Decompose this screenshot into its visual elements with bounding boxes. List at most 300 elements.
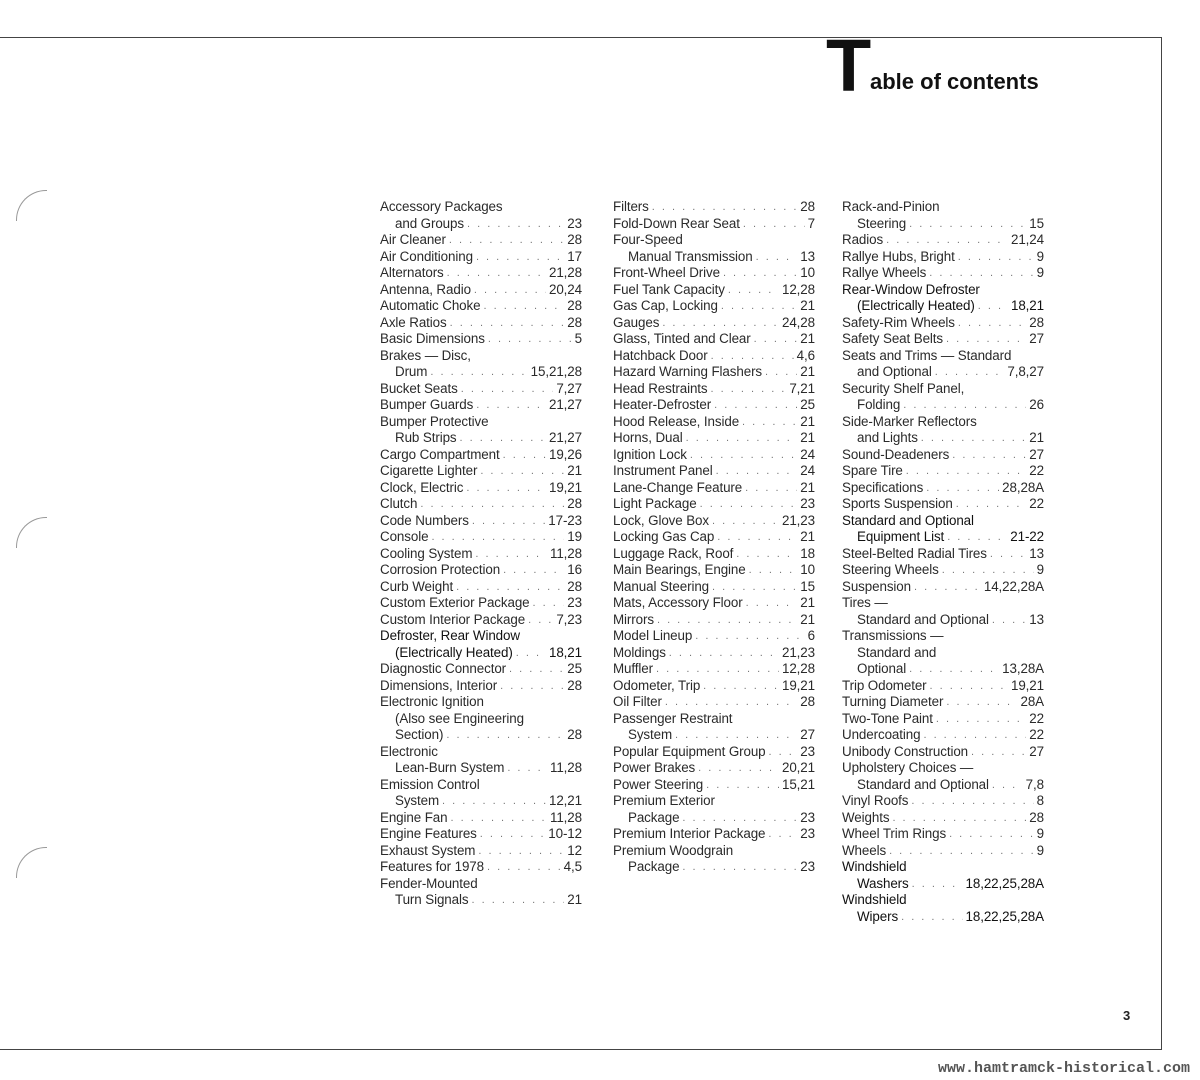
index-entry: [842, 331, 1044, 348]
index-entry-page: 18,22,25,28A: [965, 908, 1044, 924]
leader-dots: [723, 265, 797, 282]
index-entry-page: 8: [1036, 793, 1044, 808]
index-entry: [380, 414, 582, 431]
index-entry-text: Filters: [613, 199, 649, 214]
leader-dots: [698, 760, 779, 777]
index-entry-text: Suspension: [842, 578, 911, 594]
index-entry: [842, 843, 1044, 860]
index-entry-text: Hatchback Door: [613, 347, 708, 363]
index-entry-text: Bumper Protective: [380, 413, 489, 429]
index-entry-text: Gauges: [613, 314, 660, 330]
index-entry-text: Cooling System: [380, 545, 473, 561]
index-entry-text: Bumper Guards: [380, 397, 474, 412]
index-entry: [613, 711, 815, 728]
index-entry-text: Power Steering: [613, 776, 704, 792]
index-entry-page: 21: [800, 331, 815, 346]
index-entry: [613, 397, 815, 414]
index-entry: [380, 562, 582, 579]
index-entry-text: Security Shelf Panel,: [842, 380, 965, 396]
index-entry-text: Ignition Lock: [613, 446, 687, 462]
leader-dots: [769, 744, 798, 761]
index-entry: [613, 546, 815, 563]
index-entry-page: 21: [800, 298, 815, 313]
index-column-2: [613, 199, 815, 876]
index-entry-text: Automatic Choke: [380, 298, 481, 313]
index-entry-page: 10-12: [548, 826, 582, 841]
index-entry-text: Engine Features: [380, 826, 477, 841]
index-entry-page: 15,21,28: [530, 364, 582, 379]
index-entry: [842, 414, 1044, 431]
leader-dots: [958, 315, 1026, 332]
index-entry-text: Electronic Ignition: [380, 694, 484, 709]
leader-dots: [446, 727, 564, 744]
index-entry-page: 21,27: [548, 397, 582, 412]
index-entry-page: 4,5: [563, 859, 582, 874]
index-entry-page: 10: [800, 265, 815, 280]
leader-dots: [906, 463, 1027, 480]
index-entry-text: Tires —: [842, 595, 888, 610]
leader-dots: [909, 216, 1026, 233]
index-entry-page: 9: [1036, 265, 1044, 280]
leader-dots: [456, 579, 564, 596]
index-entry-text: Exhaust System: [380, 842, 476, 858]
leader-dots: [990, 546, 1026, 563]
index-entry-text: Hood Release, Inside: [613, 413, 740, 429]
watermark-url: www.hamtramck-historical.com: [937, 1060, 1190, 1077]
index-entry: [380, 645, 582, 662]
index-entry-text: Electronic: [380, 743, 438, 759]
index-entry: [380, 447, 582, 464]
index-entry: [842, 298, 1044, 315]
leader-dots: [466, 480, 546, 497]
index-entry: [380, 282, 582, 299]
index-entry-text: Diagnostic Connector: [380, 661, 507, 676]
index-entry-text: Optional: [857, 661, 907, 676]
index-entry-text: Drum: [395, 364, 428, 379]
index-entry-text: Manual Steering: [613, 578, 710, 594]
index-entry: [613, 612, 815, 629]
index-entry-page: 28: [567, 314, 582, 330]
index-entry-text: Undercoating: [842, 727, 921, 742]
index-entry-page: 28: [800, 694, 815, 709]
index-entry-page: 13: [1029, 611, 1044, 627]
index-entry: [842, 645, 1044, 662]
index-entry-text: Clutch: [380, 496, 418, 511]
index-entry-page: 28: [567, 727, 582, 742]
index-entry-page: 15: [800, 578, 815, 594]
index-entry-text: (Electrically Heated): [857, 298, 975, 313]
leader-dots: [949, 826, 1034, 843]
index-entry-page: 28: [1029, 314, 1044, 330]
index-entry-text: Standard and Optional: [842, 512, 974, 528]
leader-dots: [914, 579, 981, 596]
index-entry-text: Equipment List: [857, 529, 945, 544]
index-entry: [842, 793, 1044, 810]
leader-dots: [509, 661, 564, 678]
index-entry-page: 11,28: [549, 809, 582, 825]
index-entry: [380, 793, 582, 810]
index-entry-page: 26: [1029, 397, 1044, 412]
index-entry-page: 28,28A: [1002, 479, 1044, 495]
index-entry-text: Safety Seat Belts: [842, 331, 944, 346]
leader-dots: [886, 232, 1008, 249]
leader-dots: [528, 612, 553, 629]
index-entry-page: 21: [567, 892, 582, 907]
index-entry: [842, 529, 1044, 546]
leader-dots: [488, 331, 572, 348]
index-entry-text: Package: [628, 859, 680, 874]
leader-dots: [656, 661, 779, 678]
leader-dots: [971, 744, 1026, 761]
index-entry-text: Package: [628, 809, 680, 825]
index-entry-page: 27: [1029, 743, 1044, 759]
leader-dots: [923, 727, 1026, 744]
index-entry-page: 21: [567, 463, 582, 478]
index-entry: [842, 694, 1044, 711]
index-entry: [842, 678, 1044, 695]
index-entry-page: 21: [800, 595, 815, 610]
index-entry-page: 12,28: [781, 281, 815, 297]
index-entry: [842, 744, 1044, 761]
index-entry-text: Axle Ratios: [380, 314, 447, 330]
index-entry-page: 21: [800, 611, 815, 627]
index-entry-page: 13,28A: [1002, 661, 1044, 676]
index-entry-page: 7: [807, 215, 815, 231]
leader-dots: [706, 777, 779, 794]
index-entry-text: Turning Diameter: [842, 694, 944, 709]
leader-dots: [768, 826, 797, 843]
index-entry-page: 24: [800, 463, 815, 478]
index-entry: [380, 892, 582, 909]
index-entry: [613, 628, 815, 645]
leader-dots: [451, 810, 547, 827]
index-entry-page: 21,24: [1010, 232, 1044, 247]
index-entry-text: Folding: [857, 397, 901, 412]
index-entry: [613, 595, 815, 612]
index-entry-text: Defroster, Rear Window: [380, 628, 520, 643]
index-entry: [380, 760, 582, 777]
leader-dots: [909, 661, 999, 678]
index-column-1: [380, 199, 582, 909]
index-entry: [842, 216, 1044, 233]
index-entry: [613, 859, 815, 876]
index-entry: [842, 760, 1044, 777]
leader-dots: [471, 892, 564, 909]
index-entry-text: Hazard Warning Flashers: [613, 364, 763, 379]
index-entry-page: 28A: [1020, 694, 1044, 709]
index-entry: [613, 298, 815, 315]
index-entry: [380, 397, 582, 414]
index-entry: [842, 661, 1044, 678]
index-entry-page: 9: [1036, 248, 1044, 264]
index-entry-text: Standard and Optional: [857, 611, 989, 627]
index-entry-page: 15: [1029, 215, 1044, 231]
index-entry-page: 12: [567, 842, 582, 858]
index-entry: [380, 579, 582, 596]
index-entry: [380, 529, 582, 546]
index-entry: [613, 694, 815, 711]
index-entry-text: Fold-Down Rear Seat: [613, 215, 740, 231]
index-entry: [613, 793, 815, 810]
index-entry: [380, 876, 582, 893]
index-entry: [380, 628, 582, 645]
index-entry-page: 7,23: [556, 611, 582, 627]
leader-dots: [992, 777, 1023, 794]
index-entry-text: Curb Weight: [380, 578, 454, 594]
index-entry: [842, 859, 1044, 876]
index-entry-page: 18,21: [548, 644, 582, 660]
index-entry-page: 22: [1029, 496, 1044, 511]
leader-dots: [743, 216, 805, 233]
leader-dots: [652, 199, 798, 216]
index-entry-text: (Also see Engineering: [395, 710, 524, 726]
leader-dots: [476, 249, 564, 266]
index-entry-page: 21-22: [1010, 529, 1044, 544]
index-entry: [613, 727, 815, 744]
index-entry: [613, 315, 815, 332]
index-entry-text: Premium Interior Package: [613, 826, 766, 841]
index-entry-page: 21,23: [781, 644, 815, 660]
index-entry: [842, 397, 1044, 414]
index-entry-page: 23: [800, 809, 815, 825]
index-entry-text: System: [395, 793, 440, 808]
leader-dots: [449, 232, 564, 249]
index-entry: [613, 529, 815, 546]
leader-dots: [431, 529, 564, 546]
index-entry: [842, 628, 1044, 645]
index-entry: [380, 612, 582, 629]
index-entry-page: 28: [567, 232, 582, 247]
index-entry: [380, 216, 582, 233]
index-entry-text: Fuel Tank Capacity: [613, 281, 725, 297]
index-entry-text: Luggage Rack, Roof: [613, 545, 734, 561]
index-entry: [842, 513, 1044, 530]
index-entry: [380, 430, 582, 447]
leader-dots: [889, 843, 1034, 860]
index-entry: [380, 364, 582, 381]
index-entry-text: Rallye Hubs, Bright: [842, 248, 955, 264]
index-entry-text: Steering: [857, 215, 907, 231]
index-entry: [842, 562, 1044, 579]
index-entry-page: 23: [800, 743, 815, 759]
index-entry-text: Rub Strips: [395, 430, 457, 445]
index-entry-page: 20,24: [548, 281, 582, 297]
index-entry-text: Clock, Electric: [380, 479, 464, 495]
leader-dots: [472, 513, 545, 530]
index-entry-text: Cigarette Lighter: [380, 463, 478, 478]
index-entry: [613, 216, 815, 233]
index-entry-page: 25: [567, 661, 582, 676]
index-entry-page: 24: [800, 446, 815, 462]
index-entry: [842, 909, 1044, 926]
index-entry-page: 14,22,28A: [983, 578, 1044, 594]
index-entry-text: Side-Marker Reflectors: [842, 413, 977, 429]
index-entry-page: 21: [1029, 430, 1044, 445]
index-entry-text: Alternators: [380, 265, 444, 280]
index-entry-page: 7,21: [789, 380, 815, 396]
index-entry: [613, 414, 815, 431]
index-entry: [613, 562, 815, 579]
index-entry-page: 17-23: [548, 512, 582, 528]
index-entry: [613, 744, 815, 761]
index-entry: [842, 381, 1044, 398]
index-entry: [380, 480, 582, 497]
index-entry-text: Four-Speed: [613, 232, 683, 247]
leader-dots: [921, 430, 1027, 447]
index-entry: [613, 199, 815, 216]
index-entry-text: Model Lineup: [613, 628, 693, 643]
index-entry-page: 19,21: [781, 677, 815, 693]
index-entry: [842, 249, 1044, 266]
index-entry-text: Mats, Accessory Floor: [613, 595, 743, 610]
leader-dots: [712, 513, 779, 530]
leader-dots: [507, 760, 547, 777]
index-entry-page: 9: [1036, 562, 1044, 577]
index-entry: [842, 595, 1044, 612]
index-entry-text: Power Brakes: [613, 760, 696, 775]
leader-dots: [487, 859, 561, 876]
index-entry-text: Odometer, Trip: [613, 677, 701, 693]
leader-dots: [480, 463, 564, 480]
index-entry: [842, 447, 1044, 464]
index-entry-text: and Optional: [857, 364, 932, 379]
index-entry-text: Features for 1978: [380, 859, 484, 874]
index-entry: [613, 661, 815, 678]
leader-dots: [926, 480, 999, 497]
index-entry-text: Engine Fan: [380, 809, 448, 825]
index-entry: [842, 727, 1044, 744]
index-entry: [842, 463, 1044, 480]
index-entry: [842, 777, 1044, 794]
index-entry: [380, 463, 582, 480]
index-entry-text: Locking Gas Cap: [613, 529, 715, 544]
index-entry-page: 22: [1029, 463, 1044, 478]
index-entry-page: 21,23: [781, 512, 815, 528]
leader-dots: [756, 249, 798, 266]
index-entry-page: 18: [800, 545, 815, 561]
index-entry-text: Instrument Panel: [613, 463, 713, 478]
index-entry-page: 28: [567, 677, 582, 693]
index-entry: [613, 513, 815, 530]
index-entry-page: 27: [1029, 331, 1044, 346]
leader-dots: [662, 315, 779, 332]
index-entry-text: Transmissions —: [842, 628, 944, 643]
index-entry-page: 11,28: [549, 760, 582, 775]
leader-dots: [475, 546, 547, 563]
leader-dots: [503, 562, 564, 579]
index-entry: [380, 298, 582, 315]
index-entry: [842, 348, 1044, 365]
index-entry-text: Wheels: [842, 842, 887, 858]
index-entry-text: Air Conditioning: [380, 248, 473, 264]
index-entry-page: 22: [1029, 727, 1044, 742]
index-entry-text: Passenger Restraint: [613, 710, 733, 726]
index-entry-page: 9: [1036, 842, 1044, 858]
index-entry: [613, 579, 815, 596]
leader-dots: [929, 265, 1033, 282]
index-entry: [613, 810, 815, 827]
index-entry: [842, 364, 1044, 381]
title-text: able of contents: [870, 69, 1039, 94]
leader-dots: [480, 826, 545, 843]
index-entry-text: Seats and Trims — Standard: [842, 347, 1012, 363]
index-entry-text: Two-Tone Paint: [842, 710, 933, 726]
index-entry: [613, 331, 815, 348]
leader-dots: [892, 810, 1026, 827]
index-entry-page: 19,21: [548, 479, 582, 495]
index-entry-page: 7,27: [556, 380, 582, 396]
index-entry-page: 27: [800, 727, 815, 742]
index-entry: [613, 232, 815, 249]
index-entry: [380, 810, 582, 827]
index-entry-text: Lock, Glove Box: [613, 512, 710, 528]
leader-dots: [716, 463, 798, 480]
index-entry-page: 5: [574, 331, 582, 346]
index-entry: [842, 826, 1044, 843]
index-entry-text: Console: [380, 529, 429, 544]
index-entry-text: Cargo Compartment: [380, 446, 500, 462]
index-entry-text: Mirrors: [613, 611, 654, 627]
leader-dots: [736, 546, 797, 563]
leader-dots: [749, 562, 798, 579]
index-entry-page: 25: [800, 397, 815, 412]
index-entry-text: System: [628, 727, 673, 742]
index-entry-page: 23: [800, 496, 815, 511]
leader-dots: [657, 612, 797, 629]
index-entry: [613, 760, 815, 777]
index-entry-text: Front-Wheel Drive: [613, 265, 720, 280]
leader-dots: [958, 249, 1034, 266]
index-entry-page: 4,6: [796, 347, 815, 363]
index-entry: [613, 430, 815, 447]
title-initial: T: [826, 24, 870, 107]
index-entry-text: Turn Signals: [395, 892, 469, 907]
index-entry: [613, 447, 815, 464]
leader-dots: [742, 414, 797, 431]
index-entry-page: 28: [567, 578, 582, 594]
index-entry: [380, 727, 582, 744]
index-entry: [380, 249, 582, 266]
leader-dots: [442, 793, 546, 810]
index-entry-page: 23: [800, 826, 815, 841]
index-entry-text: Standard and Optional: [857, 776, 989, 792]
index-entry-text: Dimensions, Interior: [380, 677, 498, 693]
index-entry: [380, 859, 582, 876]
index-entry-page: 21: [800, 413, 815, 429]
page-number: 3: [1123, 1008, 1131, 1023]
leader-dots: [978, 298, 1008, 315]
index-entry: [613, 777, 815, 794]
index-entry-text: Oil Filter: [613, 694, 662, 709]
leader-dots: [695, 628, 804, 645]
leader-dots: [460, 430, 546, 447]
index-entry: [842, 876, 1044, 893]
leader-dots: [447, 265, 546, 282]
index-entry-page: 9: [1036, 826, 1044, 841]
index-entry-page: 17: [567, 248, 582, 264]
leader-dots: [682, 810, 797, 827]
leader-dots: [992, 612, 1026, 629]
index-entry-page: 18,22,25,28A: [965, 875, 1044, 891]
index-entry-page: 28: [1029, 809, 1044, 825]
index-entry-text: Brakes — Disc,: [380, 347, 471, 363]
leader-dots: [483, 298, 564, 315]
leader-dots: [461, 381, 554, 398]
leader-dots: [516, 645, 546, 662]
leader-dots: [952, 447, 1026, 464]
index-entry-text: Lean-Burn System: [395, 760, 505, 775]
index-entry-page: 21: [800, 430, 815, 445]
